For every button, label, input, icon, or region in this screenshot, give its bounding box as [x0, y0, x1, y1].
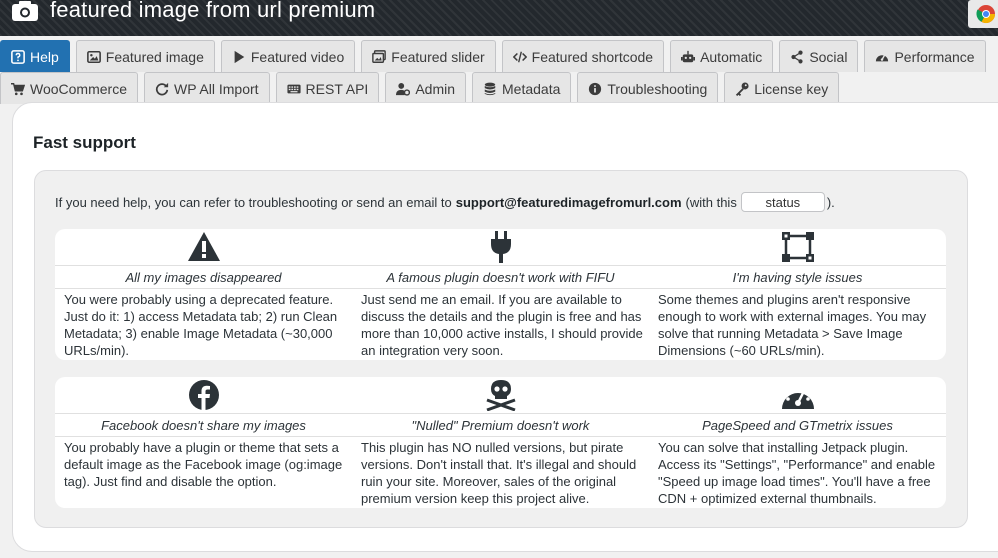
- share-icon: [790, 50, 804, 64]
- card-text: You probably have a plugin or theme that sets a default image as the Facebook image (og:image tag). Just find and disable the option.: [64, 440, 343, 489]
- card-title: "Nulled" Premium doesn't work: [352, 413, 649, 437]
- keyboard-icon: [287, 82, 301, 96]
- tab-admin[interactable]: [385, 72, 466, 104]
- facebook-icon: [187, 379, 221, 411]
- issue-card: [352, 229, 649, 360]
- section-title: Fast support: [33, 133, 136, 152]
- play-icon: [232, 50, 246, 64]
- tab-label: Featured slider: [391, 48, 485, 65]
- card-text: This plugin has NO nulled versions, but pirate versions. Don't install that. It's illegal and should ruin your site. Moreover, sales of the original premium version keep this project alive.: [361, 440, 637, 506]
- tab-featured-slider[interactable]: [361, 40, 495, 72]
- issue-card: [649, 229, 946, 360]
- key-icon: [735, 82, 749, 96]
- code-icon: [513, 50, 527, 64]
- tab-label: Metadata: [502, 80, 561, 97]
- warning-icon: [187, 231, 221, 263]
- tab-featured-image[interactable]: [76, 40, 215, 72]
- tab-label: Help: [30, 48, 59, 65]
- intro-mid-text: (with this: [685, 194, 737, 210]
- issue-card: [55, 377, 352, 508]
- card-title: A famous plugin doesn't work with FIFU: [352, 265, 649, 289]
- image-icon: [87, 50, 101, 64]
- intro-text: If you need help, you can refer to troubleshooting or send an email to: [55, 194, 452, 210]
- intro-suffix: ).: [826, 194, 835, 210]
- card-row: [55, 377, 946, 508]
- camera-icon: [10, 0, 40, 22]
- tab-label: Featured image: [105, 48, 204, 65]
- card-row: [55, 229, 946, 360]
- issue-card: [55, 229, 352, 360]
- status-input[interactable]: [741, 192, 825, 212]
- card-text: Just send me an email. If you are available to discuss the details and the plugin is free and has more than 10,000 active installs, I should provide an integration very soon.: [361, 292, 643, 358]
- tab-automatic[interactable]: [670, 40, 773, 72]
- card-title: PageSpeed and GTmetrix issues: [649, 413, 946, 437]
- cart-icon: [11, 82, 25, 96]
- tab-license-key[interactable]: [724, 72, 839, 104]
- page-title: featured image from url premium: [50, 0, 376, 22]
- tab-label: Featured video: [250, 48, 345, 65]
- tab-label: REST API: [305, 80, 369, 97]
- tab-label: WooCommerce: [30, 80, 127, 97]
- tab-rest-api[interactable]: [276, 72, 380, 104]
- card-text: You were probably using a deprecated feature. Just do it: 1) access Metadata tab; 2) run Clean Metadata; 3) enable Image Metadata (~30,000 URLs/min).: [64, 292, 338, 358]
- tab-label: WP All Import: [174, 80, 259, 97]
- tab-label: Admin: [415, 80, 456, 97]
- support-box: [34, 170, 968, 528]
- tab-performance[interactable]: [864, 40, 985, 72]
- tab-label: Featured shortcode: [531, 48, 654, 65]
- tab-help[interactable]: [0, 40, 70, 72]
- gauge-icon: [875, 50, 889, 64]
- card-title: Facebook doesn't share my images: [55, 413, 352, 437]
- tab-label: Troubleshooting: [607, 80, 708, 97]
- vector-square-icon: [781, 231, 815, 263]
- user-gear-icon: [396, 82, 410, 96]
- tab-label: Performance: [894, 48, 975, 65]
- tab-label: License key: [754, 80, 829, 97]
- card-title: I'm having style issues: [649, 265, 946, 289]
- card-title: All my images disappeared: [55, 265, 352, 289]
- tab-metadata[interactable]: [472, 72, 571, 104]
- help-panel: [12, 102, 998, 552]
- card-text: You can solve that installing Jetpack plugin. Access its "Settings", "Performance" and enable "Speed up image load times". You'll have a free CDN + optimized external thumbnails.: [658, 440, 936, 506]
- info-icon: [588, 82, 602, 96]
- tab-featured-video[interactable]: [221, 40, 355, 72]
- chrome-icon[interactable]: [968, 0, 998, 28]
- tab-label: Social: [809, 48, 848, 65]
- tab-troubleshooting[interactable]: [577, 72, 718, 104]
- database-icon: [483, 82, 497, 96]
- tab-woocommerce[interactable]: [0, 72, 138, 104]
- support-intro: [55, 192, 835, 212]
- app-header: [0, 0, 998, 36]
- tab-label: Automatic: [700, 48, 763, 65]
- skull-crossbones-icon: [484, 379, 518, 411]
- card-text: Some themes and plugins aren't responsive enough to work with external images. You may solve that running Metadata > Save Image Dimensions (~60 URLs/min).: [658, 292, 927, 358]
- support-email: support@featuredimagefromurl.com: [455, 194, 682, 210]
- tab-featured-shortcode[interactable]: [502, 40, 664, 72]
- tab-wp-all-import[interactable]: [144, 72, 270, 104]
- issue-card: [649, 377, 946, 508]
- tab-social[interactable]: [779, 40, 858, 72]
- robot-icon: [681, 50, 695, 64]
- question-icon: [11, 50, 25, 64]
- tab-bar-secondary: [0, 72, 845, 104]
- refresh-icon: [155, 82, 169, 96]
- tachometer-icon: [781, 379, 815, 411]
- tab-bar-primary: [0, 40, 992, 72]
- images-icon: [372, 50, 386, 64]
- plug-icon: [484, 231, 518, 263]
- issue-card: [352, 377, 649, 508]
